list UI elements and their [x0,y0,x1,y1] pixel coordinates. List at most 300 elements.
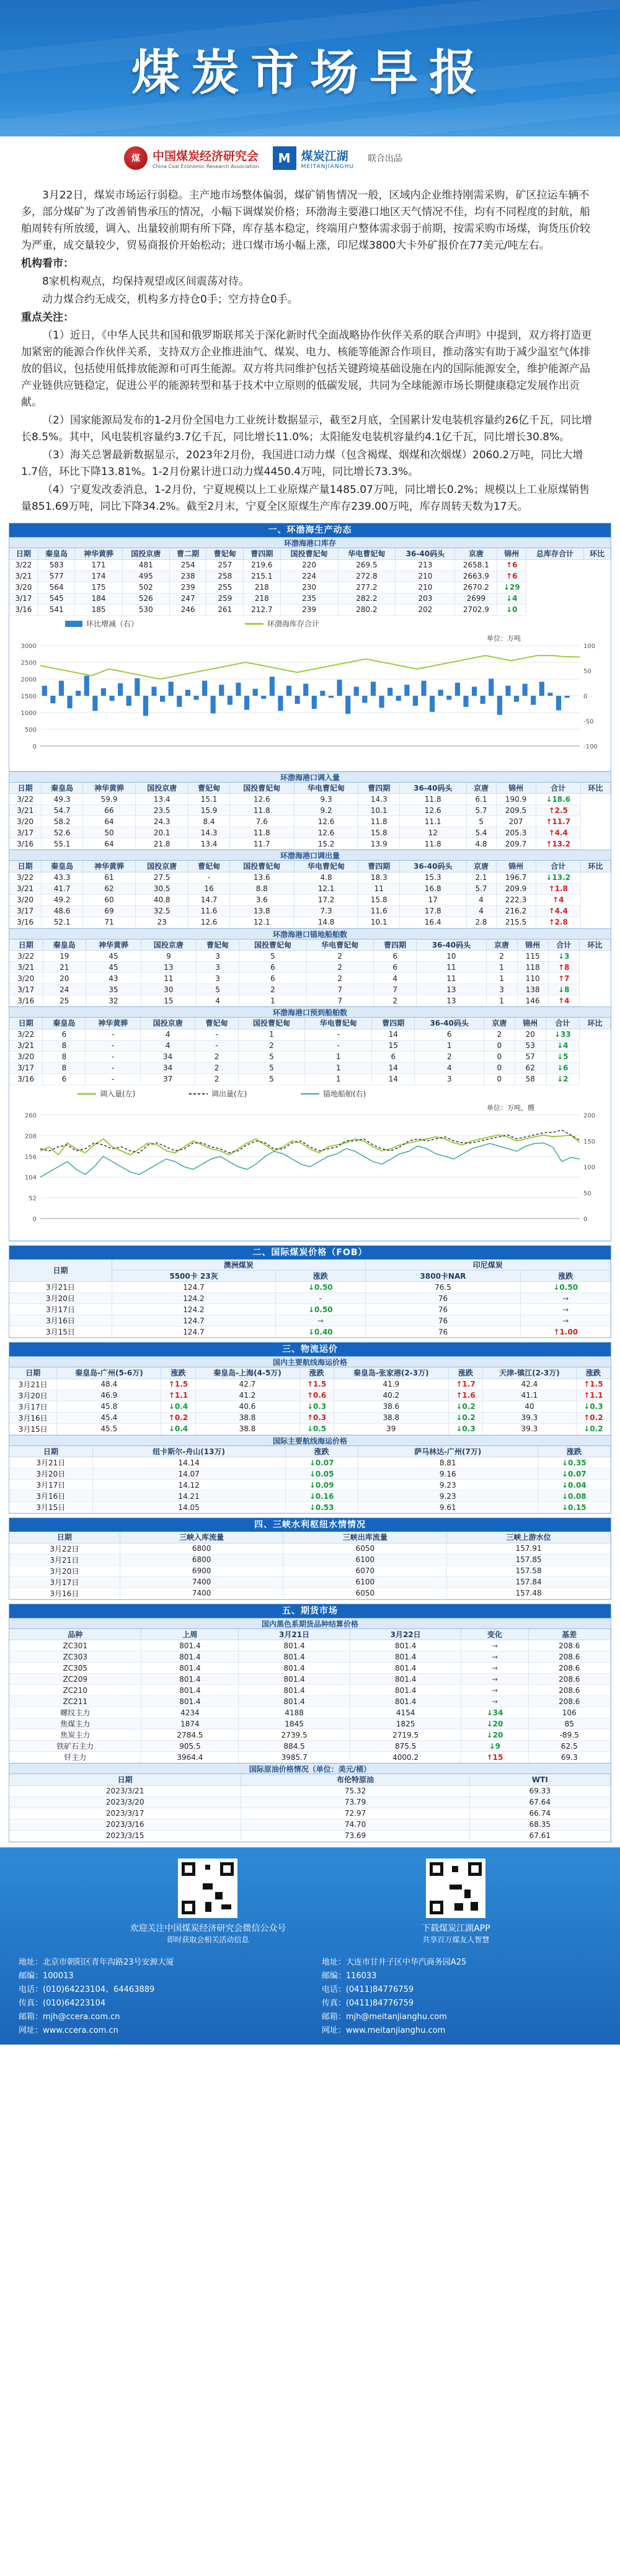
ratio-bar [177,696,182,707]
column-header: 秦皇岛 [42,783,83,794]
table-cell: 1845 [239,1718,350,1730]
table-cell: 215.1 [244,571,281,582]
table-cell: ↓0 [497,604,526,615]
table-cell: ZC303 [9,1651,141,1663]
table-cell: 5 [239,951,306,962]
y-tick-left: 156 [24,1153,37,1161]
table-cell: 224 [280,571,338,582]
table-row [9,593,611,604]
table-cell: 6 [373,951,417,962]
table-title: 环渤海港口预到船舶数 [9,1006,611,1018]
ratio-bar [193,696,198,700]
table-cell: 3/17 [9,984,43,995]
column-header: 国投京唐 [122,548,169,559]
table-cell: 2 [195,1051,238,1062]
table-cell: 218 [244,582,281,593]
ratio-bar [261,696,266,699]
table-cell: 12.6 [294,827,358,838]
table-cell: 208.6 [528,1663,610,1674]
table-cell: 2670.2 [455,582,497,593]
column-header: 曹妃甸 [195,1018,238,1029]
table-cell: 52.1 [42,917,83,928]
ratio-bar [143,696,148,716]
chart-axes [25,1113,595,1223]
table-cell: 157.58 [447,1565,611,1576]
table-cell: 41.1 [483,1390,577,1401]
table-cell: 11.1 [400,816,466,827]
table-cell: 49.3 [42,794,83,805]
column-header: 神华黄骅 [82,861,135,872]
table-cell: 801.4 [239,1674,350,1685]
table-cell: 8 [43,1040,86,1051]
table-cell: 495 [122,571,169,582]
table-cell: 3/17 [9,905,42,917]
column-header: 国投京唐 [140,1018,195,1029]
table-cell: ↓0.40 [276,1326,366,1338]
y-tick-right: 100 [583,1164,596,1171]
y-tick-right: 100 [583,642,596,650]
table-cell: 10.1 [358,917,400,928]
table-cell: 219.6 [244,559,281,571]
table-cell: 39 [334,1423,448,1434]
intl-price-table [9,1259,611,1338]
table-cell: 10 [417,951,486,962]
table-row [9,917,611,928]
table-cell: 42.7 [195,1379,299,1390]
column-header: 日期 [9,1018,43,1029]
table-cell: 8.8 [229,883,294,894]
table-cell: ↑0.2 [161,1412,195,1423]
table-cell: 118 [517,962,548,973]
table-cell: 215.5 [496,917,536,928]
table-cell: 203 [396,593,455,604]
news-item: （1）近日，《中华人民共和国和俄罗斯联邦关于深化新时代全面战略协作伙伴关系的联合声明》中提到，双方将打造更加紧密的能源合作伙伴关系，支持双方企业推进油气、煤炭、电力、核能等能源合作项目，推动落实有助于减少温室气体排放的倡议，包括使用低排放能源和可再生能源。双方将共同维护包括关键跨境基础设施在内的国际能源安全，维护能源产品产业链供应链稳定，促进公平的能源转型和基于技术中立原则的低碳发展，共同为全球能源市场长期健康稳定发展作出贡献。 [21,329,592,409]
table-cell: 5 [238,1062,305,1073]
table-cell: 6 [372,1051,415,1062]
table-cell: 218 [244,593,281,604]
table-row [9,1412,611,1423]
table-cell: 3/21 [9,571,38,582]
table-cell: - [86,1051,140,1062]
table-row [9,1685,611,1696]
table-row [9,1543,611,1554]
table-cell: 14.12 [92,1480,285,1491]
table-cell: 259 [206,593,244,604]
table-cell: ↓0.04 [538,1480,610,1491]
table-row [9,995,611,1006]
table-cell: 3月17日 [9,1576,120,1588]
table-cell: 11.7 [229,838,294,850]
table-row [9,973,611,984]
column-header: 合计 [536,783,580,794]
table-cell: 801.4 [141,1696,239,1707]
table-cell: ↓13.2 [536,872,580,883]
table-cell: 12.6 [188,917,230,928]
table-row [9,1651,611,1663]
table-cell: 62 [515,1062,546,1073]
table-cell: 6050 [283,1588,447,1599]
table-cell: 13 [417,984,486,995]
y-tick-left: 1500 [20,693,37,700]
table-cell: 55.1 [42,838,83,850]
table-cell: ↓34 [461,1707,528,1718]
table-cell: 2023/3/17 [9,1808,241,1819]
table-cell: 4 [466,905,496,917]
column-header: 涨跌 [448,1367,482,1379]
table-cell: 3/16 [9,1073,43,1085]
table-cell: ↓18.6 [536,794,580,805]
table-cell: 45.8 [57,1401,161,1412]
anchored-ships-line [40,1143,580,1177]
table-cell: 0 [484,1062,515,1073]
column-header: 曹妃甸 [188,861,230,872]
column-header: 3月22日 [350,1629,461,1640]
app-qr-caption-2: 共享百万煤友人智慧 [422,1935,490,1944]
table-cell: 15.8 [358,894,400,905]
table-cell: 6 [43,1073,86,1085]
column-header: 布伦特原油 [241,1774,469,1785]
contact-line: 传真：(0411)84776759 [321,1998,414,2008]
table-cell: 21 [43,962,86,973]
table-cell: 4 [140,1040,195,1051]
column-header: 神华黄骅 [75,548,122,559]
table-cell: 43 [86,973,141,984]
column-header: 涨跌 [538,1446,610,1457]
table-cell: 261 [206,604,244,615]
table-cell: 2 [306,962,373,973]
table-cell: 38.8 [334,1412,448,1423]
table-cell: 17.2 [294,894,358,905]
meitanjianghu-logo [259,146,354,170]
table-cell: 3964.4 [141,1752,239,1763]
table-cell: 801.4 [350,1696,461,1707]
ratio-bars [42,675,570,716]
table-cell: 38.8 [195,1412,299,1423]
ratio-bar [286,685,291,695]
table-cell: 46.9 [57,1390,161,1401]
column-header: 锦州 [515,1018,546,1029]
table-cell: 5.4 [466,827,496,838]
column-header: 基差 [528,1629,610,1640]
ratio-bar [236,682,241,695]
table-cell: 11 [417,973,486,984]
column-header: 总库存合计 [526,548,584,559]
column-header: 36-40码头 [396,548,455,559]
column-header: 纽卡斯尔-舟山(13万) [92,1446,285,1457]
table-cell: 1 [415,1040,484,1051]
column-header: 环比 [580,861,610,872]
table-cell: 2719.5 [350,1730,461,1741]
table-cell: 526 [122,593,169,604]
column-header: 锦州 [517,939,548,951]
table-cell: 13.4 [188,838,230,850]
column-header: 秦皇岛-上海(4-5万) [195,1367,299,1379]
table-title: 国际主要航线海运价格 [9,1435,611,1446]
column-header: 涨跌 [161,1367,195,1379]
y-tick-left: 500 [24,726,37,734]
contact-line: 传真：(010)64223104 [19,1998,106,2008]
ratio-bar [42,685,47,695]
table-row [9,1730,611,1741]
table-cell: 115 [517,951,548,962]
table-cell: 4 [466,894,496,905]
table-cell: 59.9 [82,794,135,805]
column-header: 秦皇岛 [43,939,86,951]
ccera-qr-caption-2: 即时获取会相关活动信息 [167,1935,249,1944]
column-header: 神华黄骅 [86,1018,140,1029]
table-cell: 4.8 [466,838,496,850]
table-row [9,1491,611,1502]
column-header: 上周 [141,1629,239,1640]
table-cell: 4234 [141,1707,239,1718]
column-header: 京唐 [484,1018,515,1029]
table-cell: → [461,1674,528,1685]
ratio-bar [303,683,308,695]
column-header: 曹四期 [244,548,281,559]
table-cell: 14.14 [92,1457,285,1468]
ratio-bar [430,696,435,712]
ratio-bar [312,696,317,709]
contact-line: 邮编：100013 [19,1971,74,1981]
ratio-bar [295,696,300,704]
table-cell: 2 [415,1051,484,1062]
section-freight [9,1342,611,1514]
table-cell: 0 [484,1040,515,1051]
ratio-bar [421,680,426,695]
table-cell: 2663.9 [455,571,497,582]
table-cell: 190.9 [496,794,536,805]
table-cell: 11.6 [188,905,230,917]
table-cell: ↑1.8 [536,883,580,894]
table-cell: 4 [196,995,239,1006]
table-cell: ↓0.15 [538,1502,610,1513]
table-cell: 11 [358,883,400,894]
table-cell: 21.8 [136,838,188,850]
column-header: 锦州 [496,783,536,794]
table-cell: 3/22 [9,872,42,883]
table-cell: ↓0.3 [299,1401,334,1412]
table-row [9,1457,611,1468]
ratio-bar [329,696,334,698]
table-cell: 3 [486,984,517,995]
table-cell: 13.6 [229,872,294,883]
table-cell: 螺纹主力 [9,1707,141,1718]
table-cell: 11.8 [358,816,400,827]
table-cell: 3/16 [9,917,42,928]
table-cell: ↓0.09 [285,1480,358,1491]
table-cell: 钎主力 [9,1752,141,1763]
table-cell: 6900 [120,1565,283,1576]
y-tick-left: 2500 [20,659,37,667]
col-change: 涨跌 [521,1271,611,1282]
news-title: 重点关注： [21,311,74,324]
table-cell: 3/21 [9,805,42,816]
table-cell: 3月20日 [9,1468,92,1480]
table-cell: 40.2 [334,1390,448,1401]
table-cell: 207 [496,816,536,827]
table-cell: 3/17 [9,593,38,604]
col-aus-spec: 5500卡 23灰 [112,1271,275,1282]
y-tick-left: 3000 [20,642,37,650]
column-header: 三峡出库流量 [283,1532,447,1543]
table-cell: 247 [169,593,206,604]
column-header: 锦州 [496,861,536,872]
table-row [9,1480,611,1491]
table-cell: 0 [484,1073,515,1085]
table-cell: 280.2 [338,604,396,615]
table-cell: 13.9 [358,838,400,850]
table-cell: ↓0.2 [576,1423,610,1434]
table-cell: 257 [206,559,244,571]
table-row [9,984,611,995]
table-cell: 1 [486,973,517,984]
col-change: 涨跌 [276,1271,366,1282]
column-header: 36-40码头 [415,1018,484,1029]
table-row [9,1468,611,1480]
table-cell: ZC301 [9,1640,141,1651]
table-cell: 60 [82,894,135,905]
table-cell: → [461,1663,528,1674]
column-header: 曹四期 [372,1018,415,1029]
joint-label: 联合出品 [367,154,402,164]
table-cell: ↑1.5 [161,1379,195,1390]
institutions-line-2: 动力煤合约无成交，机构多方持仓0手；空方持仓0手。 [42,293,298,306]
table-cell: 14.3 [188,827,230,838]
table-cell: 8.4 [188,816,230,827]
table-cell: 884.5 [239,1741,350,1752]
ratio-bar [539,682,544,696]
dispatch-lines [40,1130,580,1177]
table-row [9,1502,611,1513]
table-cell: 64 [82,838,135,850]
table-cell: 3/20 [9,582,38,593]
ratio-bar [404,685,409,696]
ratio-bar [388,688,392,696]
table-cell: 62 [82,883,135,894]
table-cell: 13 [417,995,486,1006]
table-cell: 124.7 [112,1315,275,1326]
dispatch-out-table [9,861,611,928]
table-cell: 45.5 [57,1423,161,1434]
table-cell: 3月16日 [9,1412,57,1423]
table-cell: 583 [38,559,75,571]
anchored-ships-table [9,939,611,1007]
table-cell: 3月21日 [9,1457,92,1468]
ratio-bar [438,690,443,696]
table-cell: 9.23 [358,1491,538,1502]
table-cell: → [521,1315,611,1326]
table-cell: ↑1.00 [521,1326,611,1338]
table-cell: 196.7 [496,872,536,883]
section-title: 五、期货市场 [9,1604,611,1618]
table-cell: ↑1.6 [448,1390,482,1401]
section-title: 一、环渤海生产动态 [9,523,611,537]
table-cell: 3月17日 [9,1480,92,1491]
table-cell: 15.9 [188,805,230,816]
table-cell: 75.32 [241,1785,469,1797]
table-row [9,1051,611,1062]
table-cell: 2739.5 [239,1730,350,1741]
table-cell: ↓5 [546,1051,579,1062]
table-cell: 20 [515,1029,546,1040]
table-row [9,1379,611,1390]
table-row [9,838,611,850]
table-cell: 6800 [120,1554,283,1565]
table-cell: 35 [86,984,141,995]
table-cell: 185 [75,604,122,615]
table-cell: 40.8 [136,894,188,905]
table-row [9,1554,611,1565]
ratio-bar [109,696,114,701]
table-row [9,1752,611,1763]
column-header: 京唐 [486,939,517,951]
news-item: （3）海关总署最新数据显示，2023年2月份，我国进口动力煤（包含褐煤、烟煤和次烟煤）2060.2万吨，同比大增1.7倍，环比下降13.81%。1-2月份累计进口动力煤4450.4万吨，同比增长73.3%。 [21,449,583,478]
y-tick-right: 150 [583,1138,596,1145]
ratio-bar [463,696,468,707]
table-cell: ZC305 [9,1663,141,1674]
column-header: 京唐 [466,861,496,872]
table-cell: 246 [169,604,206,615]
table-cell: 17 [400,894,466,905]
table-cell: 801.4 [239,1685,350,1696]
ratio-bar [354,686,359,696]
table-row [9,1326,611,1338]
table-cell: 52.6 [42,827,83,838]
column-header: 秦皇岛-张家港(2-3万) [334,1367,448,1379]
table-cell: 235 [280,593,338,604]
table-cell: 15.3 [400,872,466,883]
table-cell: 5 [238,1051,305,1062]
table-row [9,582,611,593]
ratio-bar [565,696,570,698]
table-cell: 220 [280,559,338,571]
column-header: WTI [469,1774,610,1785]
table-cell: 801.4 [350,1640,461,1651]
y-tick-right: -100 [583,743,598,750]
table-cell: 174 [75,571,122,582]
table-cell: 171 [75,559,122,571]
column-header: 环比 [579,939,610,951]
table-cell: 20 [43,973,86,984]
table-cell: 269.5 [338,559,396,571]
table-cell: 3.6 [229,894,294,905]
table-cell: ↑2.8 [536,917,580,928]
table-row [9,1293,611,1304]
institutions-title: 机构看市： [21,257,74,270]
table-cell: ↓20 [461,1718,528,1730]
column-header: 36-40码头 [400,783,466,794]
ratio-bar [244,696,249,710]
table-cell: 7400 [120,1576,283,1588]
table-row [9,894,611,905]
table-cell: 106 [528,1707,610,1718]
table-cell: 27.5 [136,872,188,883]
table-cell: ↑1.7 [448,1379,482,1390]
table-cell: 7 [306,995,373,1006]
column-header: 品种 [9,1629,141,1640]
table-cell: 801.4 [141,1674,239,1685]
table-cell: 12.1 [229,917,294,928]
table-cell: 7 [306,984,373,995]
table-cell: ↓0.05 [285,1468,358,1480]
table-cell: 801.4 [239,1696,350,1707]
table-title: 国际原油价格情况（单位：美元/桶） [9,1763,611,1774]
intl-freight-table [9,1446,611,1514]
table-row [9,559,611,571]
table-cell: 14.8 [294,917,358,928]
table-cell: 801.4 [239,1663,350,1674]
table-cell: 2 [195,1062,238,1073]
